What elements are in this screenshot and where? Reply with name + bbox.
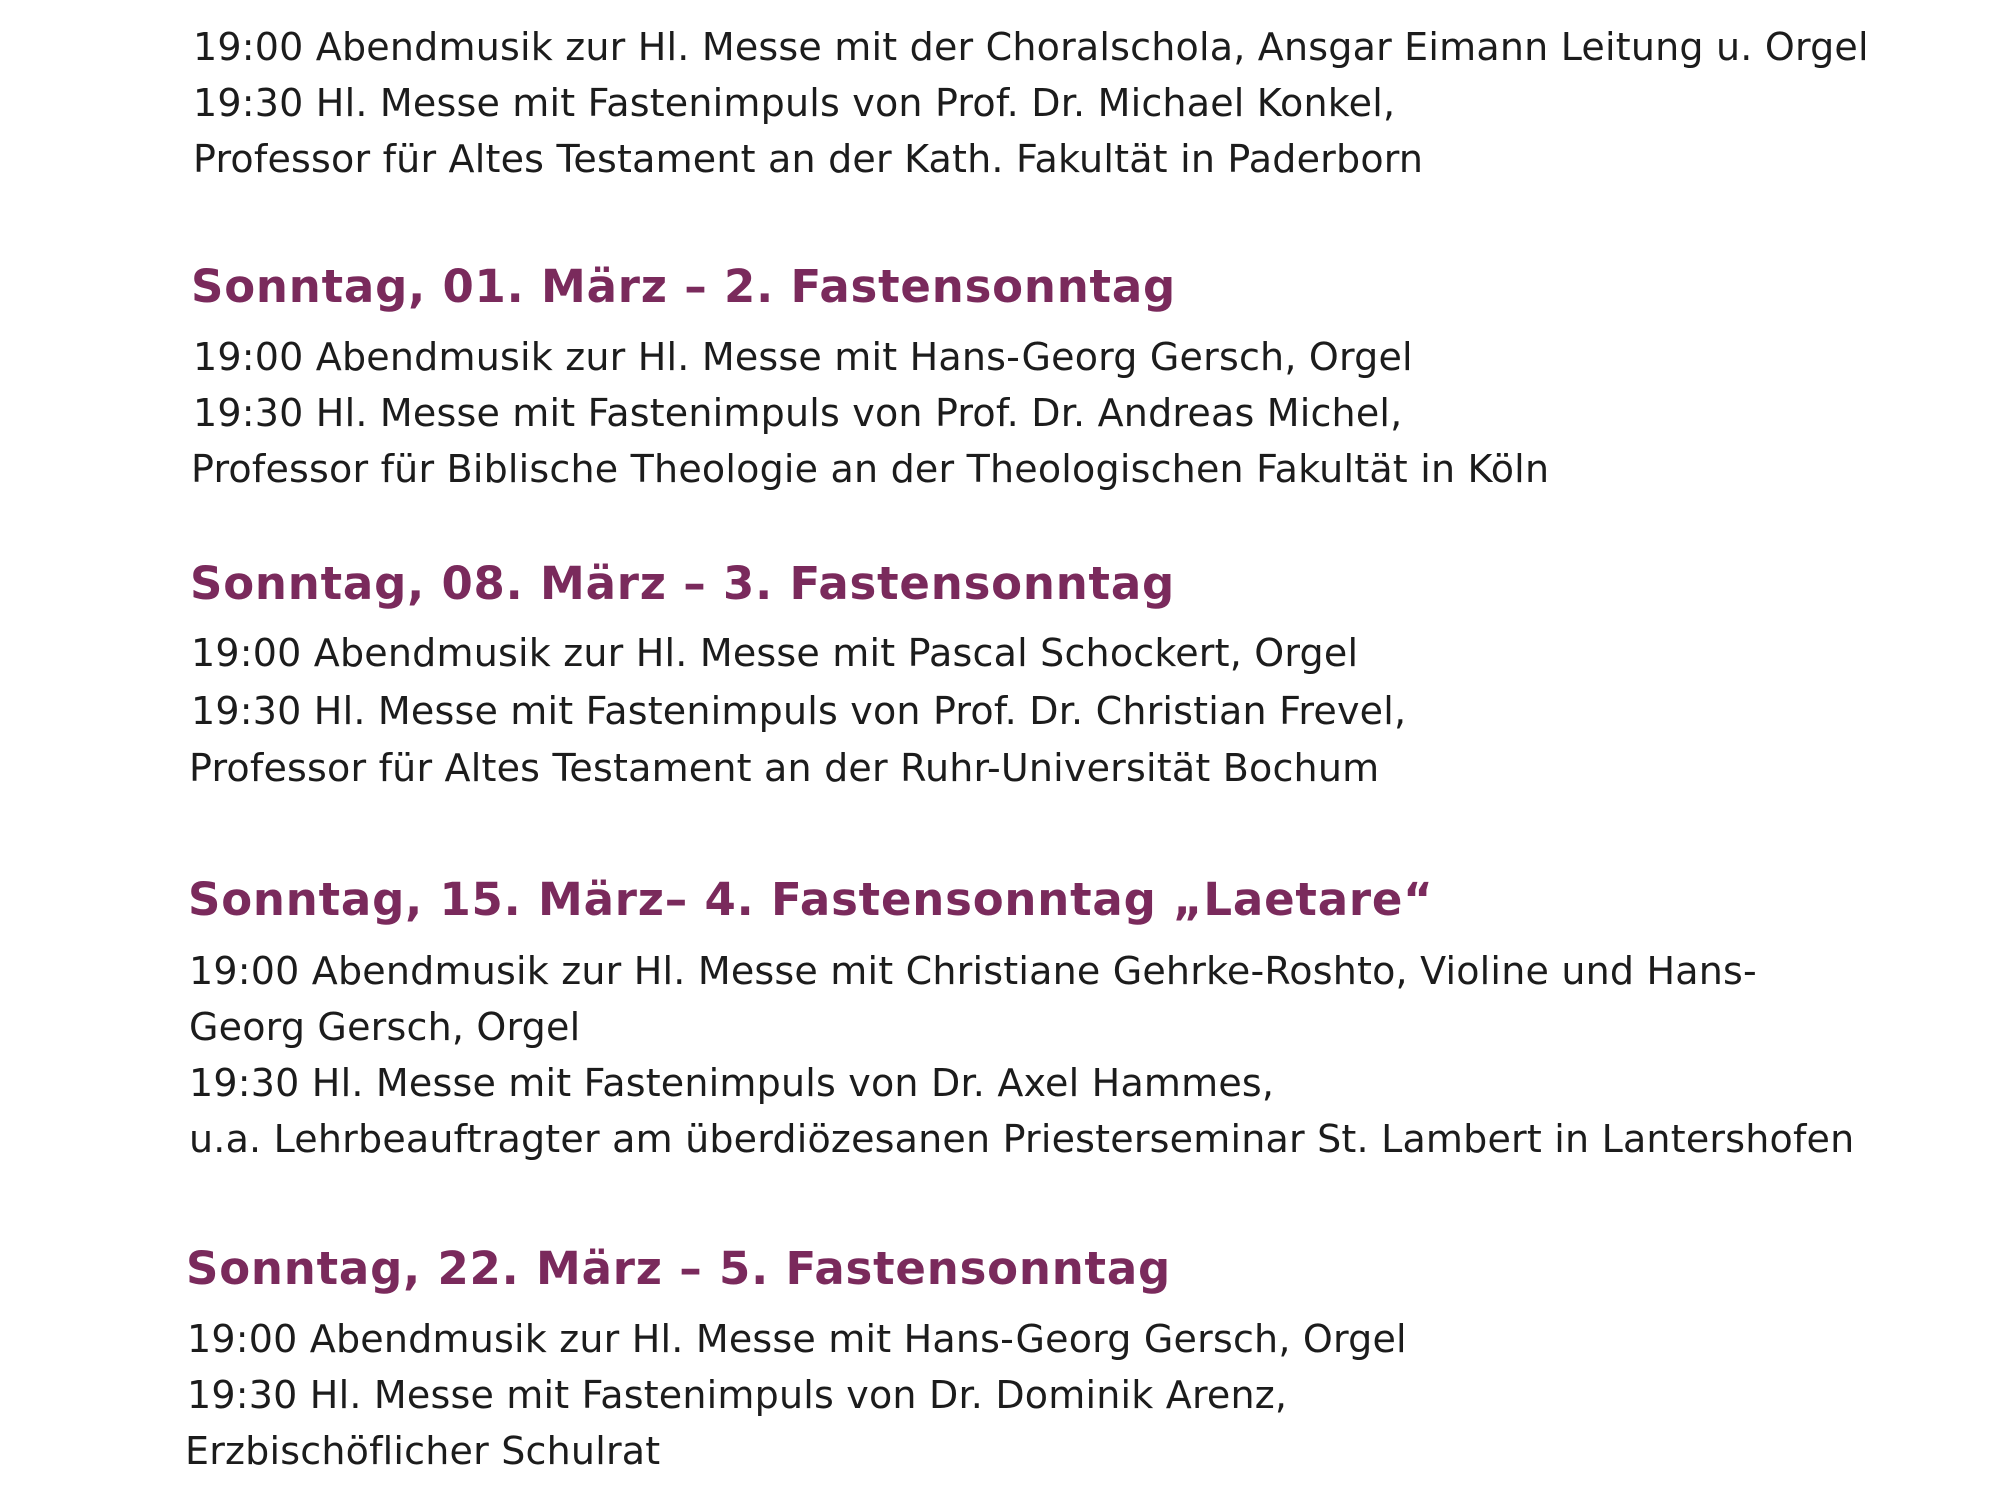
event-3-line-3: 19:30 Hl. Messe mit Fastenimpuls von Dr. Axel Hammes, <box>189 1061 1275 1105</box>
event-0-line-2: 19:30 Hl. Messe mit Fastenimpuls von Prof. Dr. Michael Konkel, <box>193 81 1396 125</box>
event-3-heading: Sonntag, 15. März– 4. Fastensonntag „Laetare“ <box>188 873 1434 926</box>
event-2-line-3: Professor für Altes Testament an der Ruhr-Universität Bochum <box>189 746 1380 790</box>
event-0-line-3: Professor für Altes Testament an der Kath. Fakultät in Paderborn <box>193 137 1424 181</box>
event-3-line-1: 19:00 Abendmusik zur Hl. Messe mit Christiane Gehrke-Roshto, Violine und Hans- <box>189 949 1757 993</box>
event-4-line-2: 19:30 Hl. Messe mit Fastenimpuls von Dr. Dominik Arenz, <box>187 1373 1288 1417</box>
event-3-line-4: u.a. Lehrbeauftragter am überdiözesanen Priesterseminar St. Lambert in Lantershofen <box>189 1117 1855 1161</box>
event-2-line-1: 19:00 Abendmusik zur Hl. Messe mit Pascal Schockert, Orgel <box>191 631 1359 675</box>
event-2-heading: Sonntag, 08. März – 3. Fastensonntag <box>190 557 1176 610</box>
event-4-line-3: Erzbischöflicher Schulrat <box>185 1429 661 1473</box>
event-1-line-2: 19:30 Hl. Messe mit Fastenimpuls von Prof. Dr. Andreas Michel, <box>193 391 1403 435</box>
event-2-line-2: 19:30 Hl. Messe mit Fastenimpuls von Prof. Dr. Christian Frevel, <box>191 689 1407 733</box>
event-1-line-1: 19:00 Abendmusik zur Hl. Messe mit Hans-Georg Gersch, Orgel <box>193 335 1413 379</box>
event-1-line-3: Professor für Biblische Theologie an der Theologischen Fakultät in Köln <box>191 447 1550 491</box>
event-4-heading: Sonntag, 22. März – 5. Fastensonntag <box>186 1242 1172 1295</box>
event-1-heading: Sonntag, 01. März – 2. Fastensonntag <box>191 260 1177 313</box>
event-3-line-2: Georg Gersch, Orgel <box>189 1005 581 1049</box>
event-0-line-1: 19:00 Abendmusik zur Hl. Messe mit der Choralschola, Ansgar Eimann Leitung u. Orgel <box>193 25 1869 69</box>
event-4-line-1: 19:00 Abendmusik zur Hl. Messe mit Hans-Georg Gersch, Orgel <box>187 1317 1407 1361</box>
